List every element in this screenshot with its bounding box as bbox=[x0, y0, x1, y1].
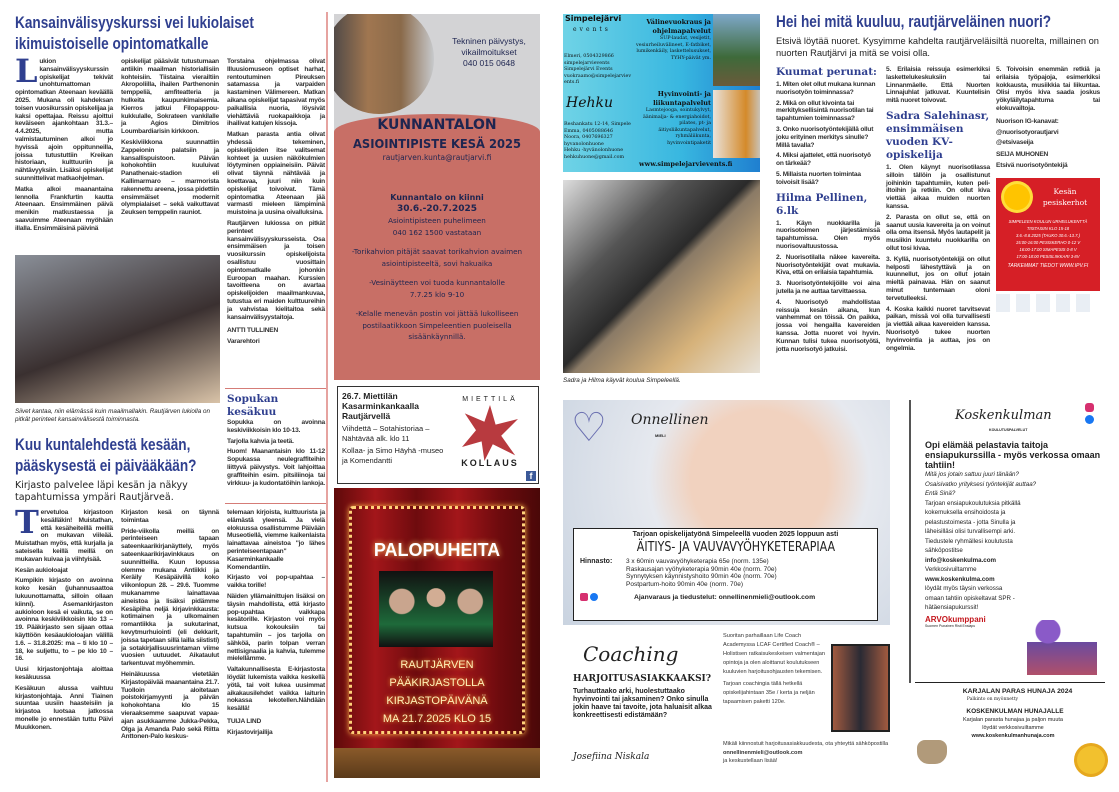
pesis-line: TIISTAISIN KLO 15-18 bbox=[1026, 225, 1070, 231]
paragraph: telemaan kirjoista, kulttuurista ja elämästä yleensä. Ja vielä elokuussa osallistumme Päivään Museotiellä, viemme kaikenlaista lainattavaa aineistoa "jo lähes perinteiseentapaan" Kasarminkankaalle Komendantiin. bbox=[227, 509, 325, 571]
email[interactable]: hehkuhuone@gmail.com bbox=[564, 154, 625, 160]
answer: 3. Kyllä, nuorisotyöntekijä on ollut helposti lähestyttävä ja on kuunnellut, jos on ollut jotain mieltä painavaa. Hän on saanut minut tuntemaan oloni tervetulleeksi. bbox=[886, 255, 990, 302]
web-label: Verkkosivuiltamme bbox=[925, 566, 977, 573]
contact: Noora, 0407696327 bbox=[564, 135, 613, 140]
answer: 2. Parasta on ollut se, että on saanut uusia kavereita ja on voinut olla oma itsensä. Myös lautapelit ja musiikin kuuntelu nuokkarilla on ollut tosi kivaa. bbox=[886, 213, 990, 252]
facebook-icon[interactable] bbox=[1085, 415, 1094, 424]
paragraph: Heinäkuussa vietetään Kirjastopäivää maanantaina 21.7. Tuolloin aloitetaan poistokirjamyynti ja päivän kohokohtana klo 15 vieraaksemme saapuvat vapaa-ajan asukkaamme Jukka-Pekka, Olga ja Amanda Palo sekä Riitta Anttonen-Palo keskus- bbox=[121, 670, 219, 741]
sponsor-logos bbox=[996, 294, 1090, 312]
kunnantalo-subtitle: ASIOINTIPISTE KESÄ 2025 bbox=[353, 136, 521, 151]
contact: Reshankatu 12-14, Simpele bbox=[564, 122, 631, 127]
performers-photo bbox=[379, 571, 493, 647]
question: 4. Miksi ajattelet, että nuorisotyö on tärkeää? bbox=[776, 152, 871, 168]
paragraph: Tarjolla kahvia ja teetä. bbox=[227, 437, 294, 445]
answer: 5. Erilaisia reissuja esimerkiksi laskettelukeskuksiin tai Linnanmäelle. Että Nuorten Linnajuhlat jatkuvat. Kuuntelisin mitä nuoret toivovat. bbox=[886, 66, 990, 105]
paragraph: Matka alkoi maanantaina lennolla Frankfurtin kautta Ateenaan. Ensimmäinen päivä menikin matkustaessa ja saavuimme Ateenaan myöhään illalla. Ensimmäisinä päivinä bbox=[15, 185, 113, 232]
subheading: Kirjaston kesä on täynnä toimintaa bbox=[121, 509, 219, 524]
paragraph: Tarjoan ensiapukoulutuksia pitkällä kokemuksella ensihoidosta ja pelastustoimesta - jotta Sinulla ja läheisilläsi olisi turvallisempi arki. Tiedustele ryhmällesi koulutusta sähköpostitse bbox=[925, 499, 1021, 554]
tech-label: Tekninen päivystys, vikailmoitukset bbox=[452, 36, 526, 57]
question: 3. Onko nuorisotyöntekijällä ollut joku erityinen merkitys sinulle? Millä tavalla? bbox=[776, 125, 874, 149]
question: 2. Mikä on ollut kivointa tai merkityksellisintä nuorisotilan tai tapahtumien toiminnassa? bbox=[776, 99, 874, 123]
pesis-line: 15:00-16:00 PESISKERHO 0-12 V bbox=[1015, 239, 1081, 245]
fatbike-photo bbox=[713, 14, 760, 86]
price-item: Raskausajan vyöhyketerapia 90min 40e (norm. 70e) bbox=[626, 565, 777, 573]
pesis-line: 3.6.-8.8.2025 (TAUKO 30.6.-13.7.) bbox=[1016, 232, 1080, 238]
brand-logo: Simpelejärvi bbox=[565, 14, 622, 23]
contact: Elmeri, 0504329866 bbox=[564, 54, 614, 59]
closed-notice: Kunnantalo on kiinni bbox=[390, 193, 484, 202]
column-divider bbox=[326, 12, 328, 782]
event-line: RAUTJÄRVEN bbox=[400, 659, 474, 671]
article3-columns bbox=[776, 66, 1100, 353]
subheading: Kirjasto voi pop-upahtaa – vaikka torille! bbox=[227, 574, 325, 590]
koskenkulma-ad bbox=[915, 400, 1105, 683]
offer-line: Tarjoan opiskelijatyönä Simpeleellä vuoden 2025 loppuun asti bbox=[632, 531, 839, 538]
paragraph: ukion kansainvälisyyskurssin opiskelijat tekivät unohtumattoman opintomatkan Ateenaan keväällä 2025. Mukana oli kahdeksan toisen vuosikurssin opiskelijaa ja kaksi opettajaa. Reissu ajoittui keväiseen ajankohtaan 31.3.–4.4.2025, mutta valmistautuminen alkoi jo hyvissä ajoin oppitunneilla, joissa tutustuttiin Kreikan historiaan, kulttuuriin ja nähtävyyksiin. Lisäksi opiskelijat suunnittelivat matkaohjelman. bbox=[15, 58, 114, 182]
wellness-title: Hyvinvointi- ja liikuntapalvelut bbox=[653, 90, 711, 107]
signature: Josefiina Niskala bbox=[573, 752, 650, 762]
event-line: PÄÄKIRJASTOLLA bbox=[389, 677, 485, 689]
article1-col3 bbox=[227, 58, 325, 349]
questions-title: Kuumat perunat: bbox=[776, 66, 877, 78]
article3-intro: Etsivä löytää nuoret. Kysyimme kahdelta rautjärveläisiltä nuorelta, millainen on nuorten Rautjärvi ja mitä se voisi olla. bbox=[776, 36, 1099, 58]
price-item: Synnytyksen käynnistyshoito 90min 40e (norm. 70e) bbox=[626, 573, 777, 580]
instructors-photo bbox=[713, 90, 760, 158]
youth-photo bbox=[563, 180, 760, 373]
facebook-link[interactable]: Hehku -hyvänolonhuone bbox=[564, 148, 624, 153]
ig-title: Nuorison IG-kanavat: bbox=[996, 117, 1059, 125]
paragraph: Mikäli kiinnostuit harjoitusasiakkuudesta, ota yhteyttä sähköpostilla bbox=[723, 741, 889, 747]
wellness-text: Lasmtejooga, sointukylvyt, äänimalja- & energiahoidot, pilates, pt- ja äitiysliikuntapalvelut, ryhmäliikunta, hyvinvointipaketit bbox=[642, 108, 711, 146]
onnellinen-logo: Onnellinen bbox=[631, 412, 709, 428]
hehku-logo: Hehku bbox=[566, 95, 614, 111]
website-link[interactable]: www.koskenkulmanhunaja.com bbox=[971, 733, 1055, 739]
phone-number: 040 162 1500 vastataan bbox=[392, 227, 482, 237]
sun-icon bbox=[1004, 184, 1030, 210]
price-label: Hinnasto: bbox=[580, 558, 613, 565]
paragraph: Kumpikin kirjasto on avoinna koko kesän (juhannusaattoa lukuunottamatta, silloin ollaan kiinni). Asemankirjaston aukioloon kesä ei vaikuta, se on avoinna keskiviikkoisin klo 13 – 19. Pääkirjasto sen sijaan ottaa käyttöön kesäaukioloajan välillä 1.6. – 31.8.2025: ma – ti klo 10 – 18, ke suljettu, to – pe klo 10 – 16. bbox=[15, 577, 113, 663]
drop-cap: T bbox=[15, 503, 39, 541]
paragraph: opiskelijat pääsivät tutustumaan antiikin maailman historiallisiin kohteisiin. Tiistaina vierailtiin Akropoliilla, ihailen Parthenonin temppeliä, amfiteatteria ja hulkeita kaupunkimaisemia. Kierros jatkui Filopappou-kukkulalle, Sokrateen vankilalle ja Agios Dimitrios Loumbardiarisin kirkkoon. bbox=[121, 58, 219, 136]
paragraph: Karjalan parasta hunajaa ja paljon muuta löydät verkkosivuiltamme bbox=[963, 717, 1063, 731]
drop-cap: L bbox=[15, 52, 38, 90]
facebook-icon[interactable]: f bbox=[526, 471, 536, 481]
article2-columns bbox=[15, 503, 325, 741]
paragraph: ja keskustellaan lisää! bbox=[723, 758, 778, 764]
kollaus-title: 26.7. Miettilän Kasarminkankaalla Rautjärvellä bbox=[342, 391, 420, 421]
author-role: Vararehtori bbox=[227, 338, 260, 346]
divider bbox=[225, 388, 326, 389]
palopuheita-ad bbox=[334, 488, 540, 778]
note: -Torikahvion pitäjät saavat torikahvion avaimen asiointipisteeltä, sovi hakuaika bbox=[351, 247, 523, 268]
paragraph: löydät myös täysin verkossa omaan tahtiin opiskeltavat SPR -hätäensiapukurssit! bbox=[925, 585, 1015, 611]
logo-text: KOLLAUS bbox=[461, 458, 519, 468]
note: -Kelalle menevän postin voi jättää lukolliseen postilaatikkoon Simpeleentien puoleisella sisäänkäynnillä. bbox=[355, 309, 519, 341]
paragraph: Matkan parasta antia olivat yhdessä tekeminen, opiskelijoiden itse valitsemat kohteet ja uusien näkökulmien löytyminen oppiaineisiin. Päivät olivat täynnä nähtävää ja koettavaa, juuri niin kuin opiskelijat toivoivat. Tämä opintomatka Ateenaan jää varmasti mieleen lämpiminä muistoina ja uusina oivalluksina. bbox=[227, 131, 325, 217]
coaching-ad bbox=[563, 632, 890, 782]
kollaus-line: Viihdettä – Sotahistoriaa – Nähtävää alk. klo 11 bbox=[342, 424, 430, 443]
therapy-title: ÄITIYS- JA VAUVAVYÖHYKETERAPIAA bbox=[636, 539, 835, 555]
interviewee-title: Hilma Pellinen, 6.lk bbox=[776, 191, 868, 217]
kunnantalo-title: KUNNANTALON bbox=[377, 117, 497, 133]
kollaus-logo bbox=[450, 395, 530, 470]
paragraph: Tarjoan coachingia tällä hetkellä opiskelijahintaan 35e / kerta ja neljän tapaamisen paketti 120e. bbox=[723, 681, 815, 705]
answer: 5. Toivoisin enemmän retkiä ja erilaisia työpajoja, esimerkiksi kokkausta, musiikkia tai liikuntaa. Olisi myös kiva saada joskus yökyläilytapahtuma tai elokuvailtoja. bbox=[996, 66, 1100, 112]
hunaja-title: KARJALAN PARAS HUNAJA 2024 bbox=[962, 688, 1073, 695]
photo-caption: Siivet kantaa, niin elämässä kuin maailmallakin. Rautjärven lukiolla on pitkät perinteet kansainvälisestä toiminnasta. bbox=[15, 408, 210, 423]
kollaus-ad bbox=[337, 386, 539, 484]
sopukka-lead: Sopukka on avoinna keskiviikkoisin klo 10-13. bbox=[227, 419, 325, 434]
answer: 1. Käyn nuokkarilla ja nuorisotoimen järjestämissä tapahtumissa. Olen myös nuorisovaltuustossa. bbox=[776, 219, 880, 250]
author-role: Etsivä nuorisotyöntekijä bbox=[996, 161, 1068, 169]
pesis-title: Kesän bbox=[1053, 186, 1077, 196]
building-photo bbox=[334, 14, 434, 114]
event-line: MA 21.7.2025 KLO 15 bbox=[382, 713, 492, 725]
closed-dates: 30.6.-20.7.2025 bbox=[396, 203, 478, 214]
paragraph: Huom! Maanantaisin klo 11-12 Sopukassa neulegraffiteihin liittyvä päivystys. Voit lahjoittaa graffiteihin esim. pitsiliinoja tai virkkuu- ja kudontatöihin lankoja. bbox=[227, 448, 325, 487]
pesis-line: 17:00-18:00 PESISLIIKKARI 3-8V bbox=[1016, 253, 1080, 259]
coaching-script: Coaching bbox=[583, 642, 679, 666]
first-aid-illustration bbox=[1027, 620, 1097, 675]
onnellinen-ad bbox=[563, 400, 890, 625]
simpelejarvi-ad bbox=[563, 14, 760, 172]
author: SEIJA MUHONEN bbox=[996, 151, 1049, 159]
pesis-ad bbox=[996, 178, 1100, 291]
arvo-logo: ARVOkumppani bbox=[925, 614, 986, 624]
italic-line: Osaisivatko yrityksesi työntekijät auttaa? bbox=[925, 480, 1037, 488]
koskenkulma-title: Opi elämää pelastavia taitoja ensiapukurssilla - myös verkossa omaan tahtiin! bbox=[925, 440, 1101, 470]
email-link[interactable]: onnellinenmieli@outlook.com bbox=[723, 749, 803, 756]
coaching-question: Turhauttaako arki, huolestuttaako hyvinvointi tai jaksaminen? Onko sinulla jokin haave tai tavoite, jota haluaisit alkaa konkreettisesti edistämään? bbox=[573, 688, 712, 719]
website-link[interactable]: www.simpelejarvievents.fi bbox=[639, 160, 733, 168]
paragraph: Suoritan parhaillaan Life Coach Academyssa LCAF Certified Coach® –Holistisen ratkaisukeskeisen valmentajan opintoja ja olen aloittanut koulutukseen kuuluvien harjoitusohjausten tekemisen. bbox=[723, 633, 825, 675]
pesis-line: SIMPELEEN KOULUN URHEILUKENTTÄ bbox=[1008, 218, 1088, 224]
pesis-line: 16:00-17:00 SIMAPESIS 0-8 V bbox=[1019, 246, 1077, 252]
note: 7.7.25 klo 9-10 bbox=[409, 289, 465, 299]
honey-pot-icon bbox=[917, 740, 947, 764]
paragraph: ervetuloa kirjastoon kesälläkin! Muistathan, että kesäheiteillä meillä on mukavan viileää. Muistathan myös, että kurjalla ja sateisella keillä meillä on mukavan kuivaa ja viihtyisää. bbox=[15, 509, 113, 563]
author: ANTTI TULLINEN bbox=[227, 327, 279, 335]
sopukka-box bbox=[227, 393, 325, 490]
koskenkulma-logo: Koskenkulman bbox=[955, 408, 1052, 423]
kollaus-line: Kollaa- ja Simo Häyhä -museo ja Komendantti bbox=[342, 446, 444, 465]
answer: 4. Koska kaikki nuoret tarvitsevat paikan, missä voi olla turvallisesti ja viettää aikaa kavereiden kanssa. Nuorisotyö tukee nuorten hyvinvointia ja auttaa, jos on ongelmia. bbox=[886, 305, 990, 352]
contact-line[interactable]: Ajanvaraus ja tiedustelut: onnellinenmieli@outlook.com bbox=[634, 593, 816, 601]
instagram-icon[interactable] bbox=[580, 593, 588, 601]
answer: 2. Nuorisotilalla näkee kavereita. Nuorisotyöntekijät ovat mukavia. Kiva, että on erilaisia tapahtumia. bbox=[776, 253, 880, 277]
kunnantalo-email[interactable]: rautjarven.kunta@rautjarvi.fi bbox=[382, 153, 492, 162]
paragraph: Pride-viikolla meillä on perinteiseen tapaan sateenkaarikirjanäyttely, myös sateenkaarikirjavinkkaus on suunnitteilla. Kuun lopussa olemme mukana Antiikki ja Keräily Kesäpäivillä koko viikonlopun 28. – 29.6. Tuomme mukanamme lainattavaa aineistoa ja lisäksi pidämme Kesäpiiha neljä kirjavinkkausta: kotimainen ja ulkomainen romantiikka ja sukutarinat, kevytmurhuiointi (eli dekkarit, joissa tapetaan sillä lailla siististi) ja sotakirjallisuusrintaman viime vuosien uutuudet. Aikataulut tarkentuvat myöhemmin. bbox=[121, 527, 219, 668]
paragraph: Rautjärven lukiossa on pitkät perinteet kansainvälisyyskursseista. Osa ensimmäisen ja toisen vuosikurssin opiskelijoista osallistuu vuosittain opintomatkalle johonkin Euroopan maahan. Kurssien tavoitteena on avartaa opiskelijoiden maailmankuvaa, tutustua eri maiden kulttuureihin ja vahvistaa kielitaitoa sekä kansainvälisyystaitoja. bbox=[227, 219, 325, 321]
facebook-link[interactable]: Simpelejärvi Events bbox=[564, 67, 613, 72]
price-item: Postpartum-hoito 90min 40e (norm. 70e) bbox=[626, 580, 744, 588]
subheading: Kesän aukioloajat bbox=[15, 566, 68, 574]
arvo-logo-sub: Suomen Punainen Risti Ensiapu bbox=[925, 624, 976, 628]
author: TUIJA LIND bbox=[227, 717, 262, 725]
italic-line: Mitä jos jotain sattuu juuri tänään? bbox=[925, 471, 1019, 478]
email-link[interactable]: info@koskenkulma.com bbox=[925, 556, 997, 564]
paragraph: Kesäkuun alussa vaihtuu kirjastonjohtaja. Anni Tiainen suuntaa uusiin haasteisiin ja kirjastoa luotsaa jatkossa monelle jo ennestään tuttu Päivi Muukkonen. bbox=[15, 684, 113, 731]
paragraph: Näiden yllämainittujen lisäksi on täysin mahdollista, että kirjasto pop-upahtaa vaikkapa kesätorille. Kirjaston voi myös kutsua kokouksiin tai tapahtumiin – jos tarjolla on sähköä, parin tolpan verran nettisignaalia ja kahvia, tulemme mielellämme. bbox=[227, 592, 325, 663]
sopukka-title: Sopukan kesäkuu bbox=[227, 393, 279, 418]
author-role: Kirjastovirjailija bbox=[227, 728, 273, 736]
award-rosette-icon bbox=[1077, 746, 1105, 774]
brand-sub: events bbox=[573, 26, 611, 33]
onnellinen-logo-sub: MIELI bbox=[655, 433, 666, 438]
note: -Vesinäytteen voi tuoda kunnantalolle bbox=[369, 278, 505, 287]
footprint-heart-icon: ♡ bbox=[571, 406, 607, 450]
article2-headline: Kuu kuntalehdestä kesään, pääskysestä ei päivääkään? bbox=[15, 435, 197, 475]
contact: Emma, 0405088646 bbox=[564, 128, 614, 134]
subheading: Uusi kirjastonjohtaja aloittaa kesäkuussa bbox=[15, 666, 113, 681]
article1-cols-1-2 bbox=[15, 52, 219, 233]
instagram-icon[interactable] bbox=[1085, 403, 1094, 412]
interviewee-title: Sadra Salehinasr, ensimmäisen vuoden KV-opiskelija bbox=[886, 109, 990, 161]
ig-handle[interactable]: @etsivaseija bbox=[996, 139, 1034, 147]
hunaja-ad bbox=[905, 688, 1110, 788]
divider bbox=[225, 503, 326, 504]
tech-phone: 040 015 0648 bbox=[463, 58, 515, 68]
question: 5. Millaista nuorten toimintaa toivoisit lisää? bbox=[776, 170, 861, 186]
logo-text: MIETTILÄ bbox=[462, 396, 518, 403]
youth-photo-caption: Sadra ja Hilma käyvät koulua Simpeleellä. bbox=[563, 377, 681, 384]
coach-photo bbox=[831, 644, 890, 732]
paragraph: Keskiviikkona suunnattiin Zappeionin palatsiin ja kansallispuistoon. Päivän kohokohtiin kuuluivat Panathenaic-stadion eli Kallimarmaro – marmorista rakennettu areena, jossa pidettiin ensimmäiset modernit olympialaiset – sekä vaikuttavat Zeuksen temppelin rauniot. bbox=[121, 138, 219, 217]
pesis-title: pesiskerhot bbox=[1042, 197, 1088, 207]
therapy-box bbox=[573, 528, 878, 621]
article3-headline: Hei hei mitä kuuluu, rautjärveläinen nuori? bbox=[776, 12, 1052, 31]
question: 1. Miten olet ollut mukana kunnan nuorisotyön toiminnassa? bbox=[776, 81, 876, 96]
event-line: KIRJASTOPÄIVÄNÄ bbox=[386, 695, 488, 707]
divider bbox=[909, 400, 911, 683]
students-photo bbox=[15, 255, 220, 403]
answer: 1. Olen käynyt nuorisotilassa silloin tällöin ja osallistunut joihinkin tapahtumiin, kuten peli-iltoihin ja retkiin. On ollut kiva viettää aikaa muiden nuorten kanssa. bbox=[886, 163, 990, 210]
rental-text: SUP-laudat, vesijetit, vesiurheiluvälineet, E-fatbiket, lumikenkäily, laskettelusukset, TYHY-päivät ym. bbox=[636, 36, 711, 61]
instagram-link[interactable]: simpelejarvievents bbox=[564, 60, 610, 66]
paragraph: Valtakunnallisesta E-kirjastosta löydät lukemista vaikka keskellä yötä, tai voit lukea uusimmat aikakausilehdet vaikka laiturin nokassa lekotellen.Nähdään kesällä! bbox=[227, 666, 325, 713]
pesis-link[interactable]: TARKEMMAT TIEDOT WWW.IPV.FI bbox=[1007, 262, 1089, 269]
paragraph: Torstaina ohjelmassa olivat Illuusiomuseon optiset harhat, rentoutuminen Pireuksen satamassa ja varpaiden kastaminen Välimereen. Matkan aikana opiskelijat tapasivat myös paikallisia nuoria, löysivät viehättäviä ruokapaikkoja ja ihailivat katujen kissoja. bbox=[227, 58, 325, 128]
website-link[interactable]: www.koskenkulma.com bbox=[925, 575, 995, 583]
instagram-link[interactable]: hyvanolonhuone bbox=[564, 141, 604, 147]
article1-headline: Kansainvälisyyskurssi vei lukiolaiset ikimuistoiselle opintomatkalle bbox=[15, 13, 254, 53]
award-recipient: KOSKENKULMAN HUNAJALLE bbox=[966, 708, 1064, 715]
koskenkulma-logo-sub: KOULUTUSPALVELUT bbox=[989, 428, 1028, 432]
phone-line: Asiointipisteen puhelimeen bbox=[388, 216, 486, 225]
ig-handle[interactable]: @nuorisotyorautjarvi bbox=[996, 128, 1059, 136]
italic-line: Entä Sinä? bbox=[925, 490, 956, 497]
answer: 3. Nuorisotyöntekijöille voi aina jutella ja ne auttaa tarvittaessa. bbox=[776, 280, 880, 295]
palopuheita-title: PALOPUHEITA bbox=[373, 540, 501, 560]
rental-title: Välinevuokraus ja ohjelmapalvelut bbox=[646, 18, 711, 35]
email[interactable]: vuokraamo@simpelejarvievents.fi bbox=[564, 73, 632, 85]
kunnantalo-ad bbox=[334, 14, 540, 380]
price-item: 3 x 60min vauvavyöhyketerapia 65e (norm. 135e) bbox=[626, 558, 769, 565]
answer: 4. Nuorisotyö mahdollistaa reissuja kesän aikana, kun vanhemmat on töissä. On paikka, jossa voi hengailla kavereiden kanssa. Jotta nuoret voi hyvin. Kunnan tulisi tukea nuorisotyötä, jotta nuorisotyö jatkuisi. bbox=[776, 298, 880, 353]
article2-subhead: Kirjasto palvelee läpi kesän ja näkyy tapahtumissa ympäri Rautjärveä. bbox=[15, 480, 188, 503]
facebook-icon[interactable] bbox=[590, 593, 598, 601]
award-line: Palkinto on myönnetty bbox=[966, 697, 1019, 702]
coaching-title: HARJOITUSASIAKKAAKSI? bbox=[573, 674, 712, 684]
